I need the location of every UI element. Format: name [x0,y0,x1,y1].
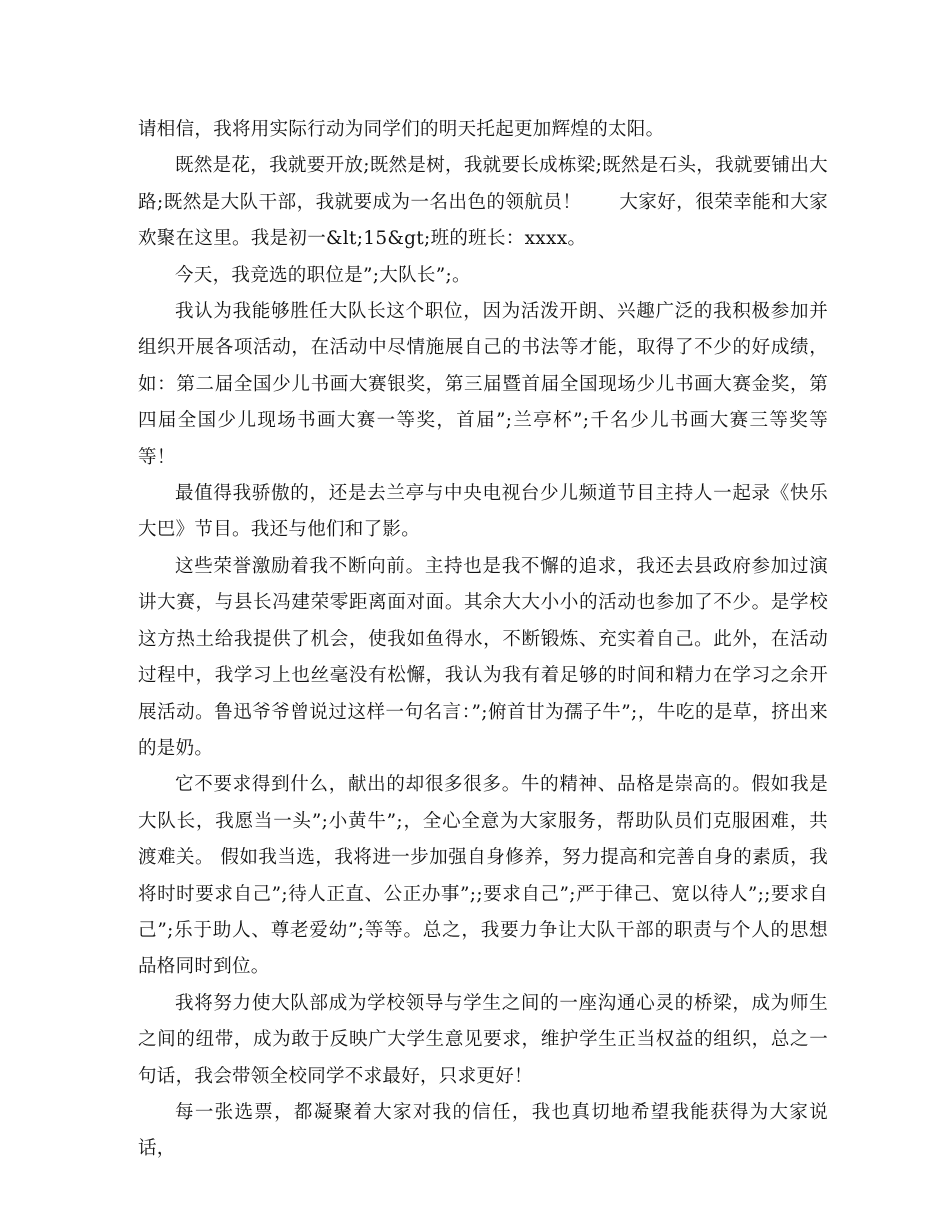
paragraph-5: 最值得我骄傲的，还是去兰亭与中央电视台少儿频道节目主持人一起录《快乐大巴》节目。我还与他们和了影。 [138,483,828,541]
document-body [138,112,828,1168]
paragraph-1: 请相信，我将用实际行动为同学们的明天托起更加辉煌的太阳。 [138,119,665,140]
paragraph-3: 今天，我竞选的职位是”;大队长”;。 [175,264,471,286]
paragraph-8: 我将努力使大队部成为学校领导与学生之间的一座沟通心灵的桥梁，成为师生之间的纽带，成为敢于反映广大学生意见要求，维护学生正当权益的组织，总之一句话，我会带领全校同学不求最好，只求更好！ [138,992,828,1087]
paragraph-7: 它不要求得到什么，献出的却很多很多。牛的精神、品格是崇高的。假如我是大队长，我愿当一头”;小黄牛”;，全心全意为大家服务，帮助队员们克服困难，共渡难关。 假如我当选，我将进一步加强自身修养，努力提高和完善自身的素质，我将时时要求自己”;待人正直、公正办事”;;要求自己”;严于律己、宽以待人”;;要求自己”;乐于助人、尊老爱幼”;等等。总之，我要力争让大队干部的职责与个人的思想品格同时到位。 [138,774,828,978]
paragraph-4: 我认为我能够胜任大队长这个职位，因为活泼开朗、兴趣广泛的我积极参加并组织开展各项活动，在活动中尽情施展自己的书法等才能，取得了不少的好成绩，如：第二届全国少儿书画大赛银奖，第三届暨首届全国现场少儿书画大赛金奖，第四届全国少儿现场书画大赛一等奖，首届”;兰亭杯”;千名少儿书画大赛三等奖等等！ [138,301,828,468]
paragraph-9: 每一张选票，都凝聚着大家对我的信任，我也真切地希望我能获得为大家说话， [138,1101,828,1160]
paragraph-6: 这些荣誉激励着我不断向前。主持也是我不懈的追求，我还去县政府参加过演讲大赛，与县长冯建荣零距离面对面。其余大大小小的活动也参加了不少。是学校这方热土给我提供了机会，使我如鱼得水，不断锻炼、充实着自己。此外，在活动过程中，我学习上也丝毫没有松懈，我认为我有着足够的时间和精力在学习之余开展活动。鲁迅爷爷曾说过这样一句名言：”;俯首甘为孺子牛”;，牛吃的是草，挤出来的是奶。 [138,555,828,759]
paragraph-2: 既然是花，我就要开放;既然是树，我就要长成栋梁;既然是石头，我就要铺出大路;既然是大队干部，我就要成为一名出色的领航员！ 大家好，很荣幸能和大家欢聚在这里。我是初一&lt;15&gt;班的班长：xxxx。 [138,155,828,250]
